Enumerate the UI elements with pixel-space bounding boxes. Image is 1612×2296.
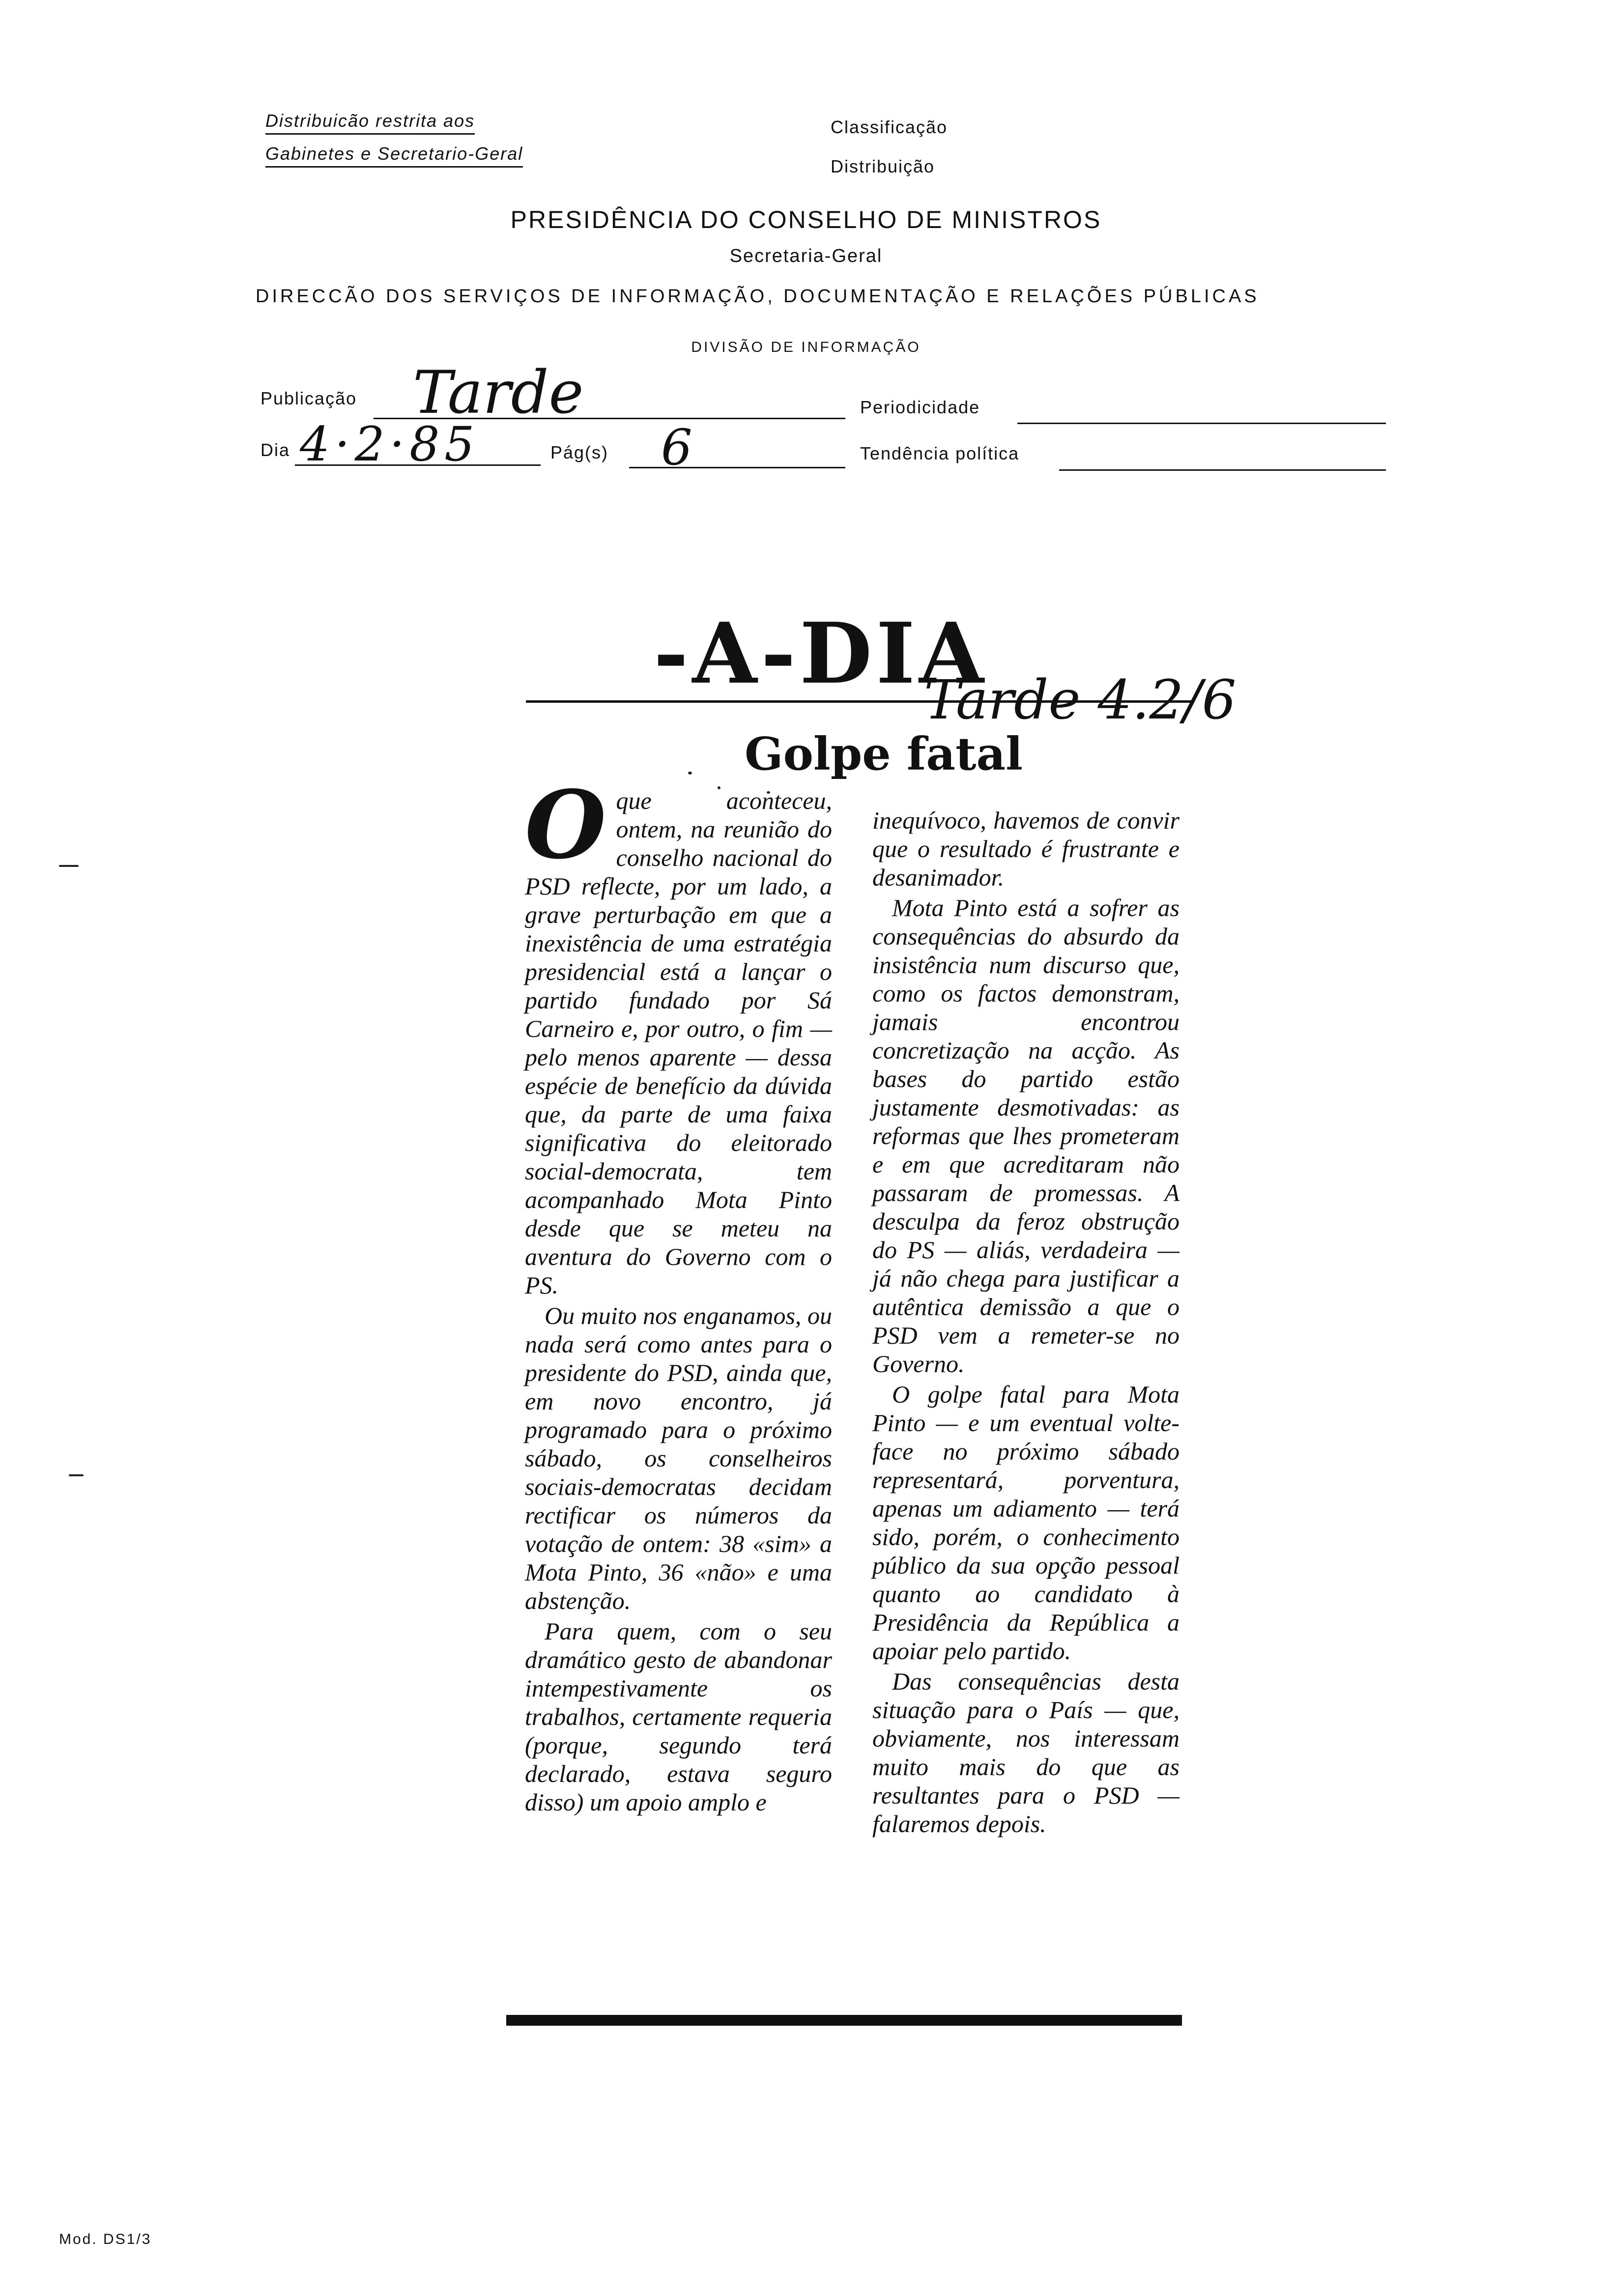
day-label: Dia bbox=[260, 440, 290, 460]
secretariat-title: Secretaria-Geral bbox=[729, 246, 883, 266]
clipping-bottom-rule bbox=[506, 2015, 1182, 2026]
article-paragraph bbox=[525, 770, 832, 1299]
distribution-label: Distribuição bbox=[831, 156, 935, 176]
paragraph-text: que aconteceu, ontem, na reunião do conselho nacional do PSD reflecte, por um lado, a grave perturbação em que a inexistência de uma estratégia presidencial está a lançar o partido fundado por Sá Carneiro e, por outro, o fim — pelo menos aparente — dessa espécie de benefício da dúvida que, da parte de uma faixa significativa do eleitorado social-democrata, tem acompanhado Mota Pinto desde que se meteu na aventura do Governo com o PS. bbox=[525, 787, 832, 1299]
article-paragraph: Mota Pinto está a sofrer as consequências do absurdo da insistência num discurso que, como os factos demonstram, jamais encontrou concretização na acção. As bases do partido estão justamente desmotivadas: as reformas que lhes prometeram e em que acreditaram não passaram de promessas. A desculpa da feroz obstrução do PS — aliás, verdadeira — já não chega para justificar a autêntica demissão a que o PSD vem a remeter-se no Governo. bbox=[872, 894, 1180, 1378]
article-paragraph: O golpe fatal para Mota Pinto — e um eventual volte-face no próximo sábado representará, porventura, apenas um adiamento — terá sido, porém, o conhecimento público da sua opção pessoal quanto ao candidato à Presidência da República a apoiar pelo partido. bbox=[872, 1380, 1180, 1665]
directorate-title: DIRECCÃO DOS SERVIÇOS DE INFORMAÇÃO, DOCUMENTAÇÃO E RELAÇÕES PÚBLICAS bbox=[256, 286, 1260, 307]
pages-label: Pág(s) bbox=[550, 442, 609, 462]
organization-title: PRESIDÊNCIA DO CONSELHO DE MINISTROS bbox=[510, 206, 1102, 233]
publication-value: Tarde bbox=[413, 359, 584, 427]
distribution-line-1: Distribuicão restrita aos bbox=[265, 111, 475, 135]
newspaper-masthead: -A-DIA bbox=[654, 604, 988, 703]
article-headline: Golpe fatal bbox=[745, 727, 1023, 780]
periodicity-field-line bbox=[1017, 423, 1386, 424]
model-code: Mod. DS1/3 bbox=[59, 2231, 152, 2247]
article-paragraph: Para quem, com o seu dramático gesto de abandonar intempestivamente os trabalhos, certamente requeria (porque, segundo terá declarado, estava seguro disso) um apoio amplo e bbox=[525, 1617, 832, 1816]
day-value: 4·2·85 bbox=[300, 417, 480, 472]
tendency-field-line bbox=[1059, 469, 1386, 471]
division-title: DIVISÃO DE INFORMAÇÃO bbox=[691, 339, 921, 355]
article-column-2 bbox=[872, 806, 1180, 1838]
periodicity-label: Periodicidade bbox=[860, 397, 980, 417]
distribution-line-2: Gabinetes e Secretario-Geral bbox=[265, 144, 523, 168]
publication-label: Publicação bbox=[260, 388, 357, 408]
print-speck bbox=[688, 772, 692, 775]
article-column-1 bbox=[525, 770, 832, 1816]
print-speck bbox=[59, 865, 79, 867]
article-paragraph: Das consequências desta situação para o País — que, obviamente, nos interessam muito mais do que as resultantes para o PSD — falaremos depois. bbox=[872, 1667, 1180, 1837]
print-speck bbox=[69, 1474, 84, 1476]
tendency-label: Tendência política bbox=[860, 443, 1020, 463]
drop-cap: O bbox=[525, 770, 606, 880]
handwritten-note: Tarde 4.2/6 bbox=[924, 668, 1237, 731]
pages-value: 6 bbox=[661, 419, 692, 476]
distribution-restriction bbox=[265, 111, 523, 168]
classification-label: Classificação bbox=[831, 117, 948, 137]
article-paragraph: inequívoco, havemos de convir que o resultado é frustrante e desanimador. bbox=[872, 806, 1180, 891]
article-paragraph: Ou muito nos enganamos, ou nada será como antes para o presidente do PSD, ainda que, em novo encontro, já programado para o próximo sábado, os conselheiros sociais-democratas decidam rectificar os números da votação de ontem: 38 «sim» a Mota Pinto, 36 «não» e uma abstenção. bbox=[525, 1302, 832, 1614]
